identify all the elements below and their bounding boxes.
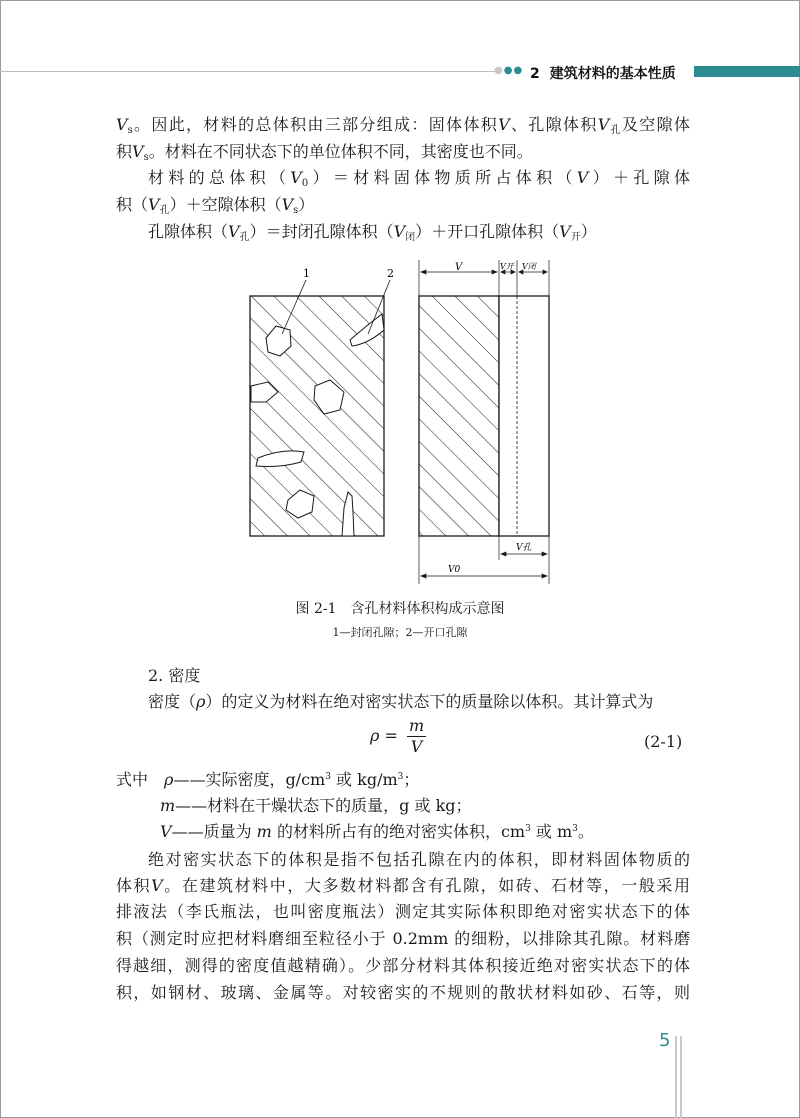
running-header: [530, 63, 686, 83]
header-rule: [0, 71, 495, 72]
paragraph-line: 积，如钢材、玻璃、金属等。对较密实的不规则的散状材料如砂、石等，则: [116, 983, 690, 1002]
dim-label-v-closed: V闭: [522, 262, 536, 271]
paragraph-line: 孔隙体积$(V_孔)=$封闭孔隙体积$(V_闭)+$开口孔隙体积$(V_开)$: [148, 222, 597, 243]
paragraph-line: 绝对密实状态下的体积是指不包括孔隙在内的体积，即材料固体物质的: [148, 850, 690, 869]
chapter-title: 建筑材料的基本性质: [549, 66, 676, 82]
figure-porous-material: [240, 258, 560, 588]
header-dots: ●●●: [494, 65, 524, 76]
right-block-volume-components: [419, 296, 549, 536]
equation-number: (2-1): [644, 732, 683, 751]
paragraph-line: 积（测定时应把材料磨细至粒径小于 0.2mm 的细粉，以排除其孔隙。材料磨: [116, 929, 690, 948]
definition-line: 式中 ρ——实际密度，$g/cm^3$ 或 $kg/m^3$；: [116, 770, 420, 789]
paragraph-line: 得越细，测得的密度值越精确）。少部分材料其体积接近绝对密实状态下的体: [116, 956, 690, 975]
header-accent-bar: [694, 66, 800, 77]
dim-label-v: V: [455, 262, 463, 273]
footer-bar: [680, 1036, 682, 1118]
chapter-number: 2: [530, 66, 540, 82]
page-number: 5: [659, 1030, 671, 1051]
density-formula: ρ = $\frac{m}{V}$: [370, 716, 425, 756]
paragraph-line: 积$V_s$。材料在不同状态下的单位体积不同，其密度也不同。: [116, 142, 533, 163]
paragraph-line: 排液法（李氏瓶法，也叫密度瓶法）测定其实际体积即绝对密实状态下的体: [116, 902, 690, 921]
definition-line: m——材料在干燥状态下的质量，g 或 kg；: [160, 796, 472, 815]
paragraph-line: 体积V。在建筑材料中，大多数材料都含有孔隙，如砖、石材等，一般采用: [116, 876, 690, 895]
section-heading: 2. 密度: [148, 666, 201, 685]
dim-label-v-open: V开: [500, 262, 514, 271]
figure-caption: 图 2-1 含孔材料体积构成示意图: [295, 601, 505, 617]
paragraph-line: 积$(V_孔)+$空隙体积$(V_s)$: [116, 195, 315, 216]
paragraph-line: 材料的总体积$(V_0)=$材料固体物质所占体积（V）＋孔隙体: [148, 168, 690, 189]
paragraph-line: $V_s$。因此，材料的总体积由三部分组成：固体体积V、孔隙体积$V_孔$及空隙体: [116, 115, 690, 136]
definition-line: V——质量为 m 的材料所占有的绝对密实体积，$cm^3$ 或 $m^3$。: [160, 822, 594, 841]
footer-bar: [675, 1036, 677, 1118]
figure-label-1: 1: [303, 267, 310, 280]
figure-label-2: 2: [387, 267, 394, 280]
dim-label-v0: V0: [448, 565, 461, 575]
paragraph-line: 密度（ρ）的定义为材料在绝对密实状态下的质量除以体积。其计算式为: [148, 692, 654, 711]
figure-subcaption: 1—封闭孔隙；2—开口孔隙: [332, 626, 468, 639]
left-block-closed-pores: [250, 296, 384, 536]
dim-label-v-pore: V孔: [516, 543, 532, 553]
